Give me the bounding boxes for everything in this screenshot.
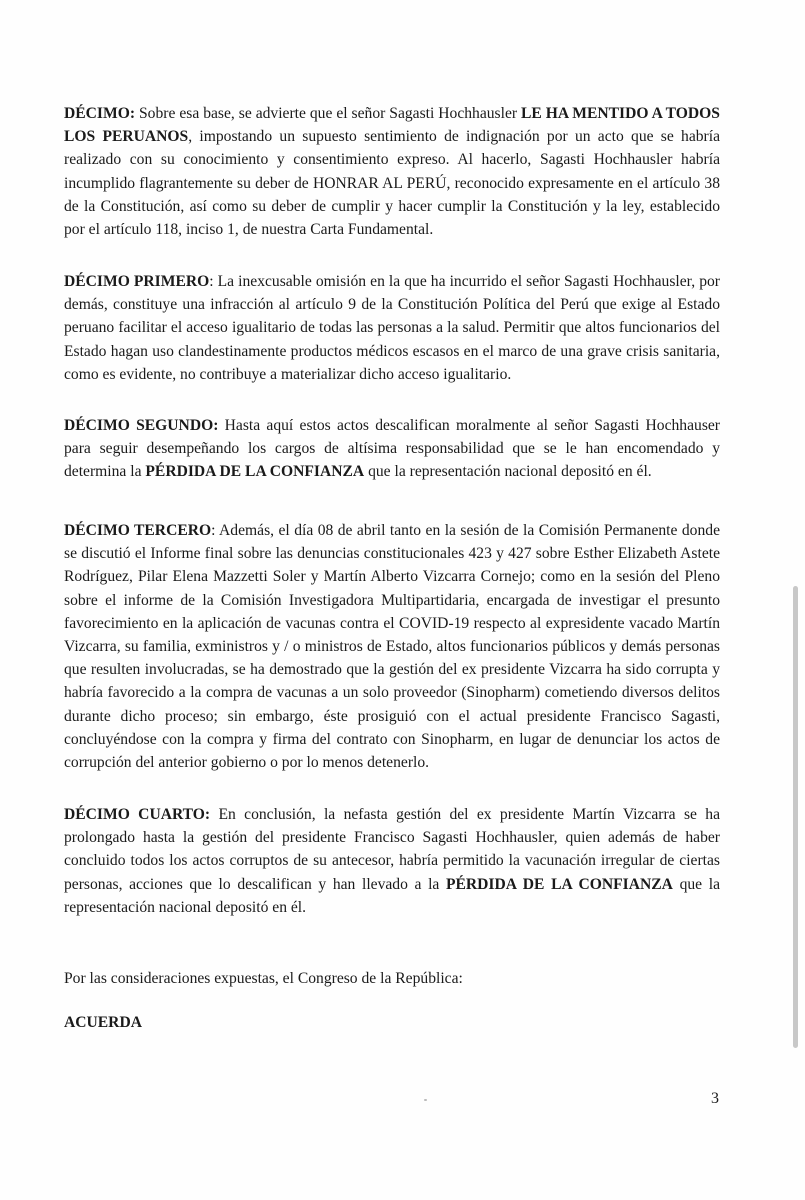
- paragraph-text: Hasta aquí estos actos descalifican moralmente al señor Sagasti Hochhauser para seguir desempeñando los cargos de altísima responsabilidad que se le han encomendado y determina la: [64, 417, 721, 481]
- paragraph-decimo-tercero: [64, 519, 720, 774]
- paragraph-decimo-primero: [64, 270, 720, 386]
- paragraph-decimo-segundo: [64, 414, 720, 484]
- scan-speck: [424, 1099, 427, 1101]
- vertical-scrollbar[interactable]: [793, 586, 798, 1048]
- paragraph-text: que la representación nacional depositó en él.: [364, 463, 652, 481]
- paragraph-label: DÉCIMO SEGUNDO:: [64, 417, 219, 434]
- paragraph-label: DÉCIMO TERCERO: [64, 522, 212, 539]
- paragraph-label: DÉCIMO CUARTO:: [64, 806, 211, 823]
- page-number: 3: [711, 1090, 719, 1107]
- paragraph-text: que la representación nacional depositó en él.: [64, 875, 720, 916]
- paragraph-decimo-cuarto: [64, 803, 720, 919]
- paragraph-decimo: [64, 102, 720, 241]
- acuerda-heading: ACUERDA: [64, 1014, 142, 1031]
- paragraph-emphasis: LE HA MENTIDO A TODOS LOS PERUANOS: [64, 105, 720, 146]
- paragraph-text: : Además, el día 08 de abril tanto en la sesión de la Comisión Permanente donde se discutió el Informe final sobre las denuncias constitucionales 423 y 427 sobre Esther Elizabeth Astete Rodríguez, Pilar Elena Mazzetti Soler y Martín Alberto Vizcarra Cornejo; como en la sesión del Pleno sobre el informe de la Comisión Investigadora Multipartidaria, encargada de investigar el presunto favorecimiento en la aplicación de vacunas contra el COVID-19 respecto al expresidente vacado Martín Vizcarra, su familia, exministros y / o ministros de Estado, altos funcionarios públicos y demás personas que resulten involucradas, se ha demostrado que la gestión del ex presidente Vizcarra ha sido corrupta y habría favorecido a la compra de vacunas a un solo proveedor (Sinopharm) cometiendo diversos delitos durante dicho proceso; sin embargo, éste prosiguió con el actual presidente Francisco Sagasti, concluyéndose con la compra y firma del contrato con Sinopharm, en lugar de denunciar los actos de corrupción del anterior gobierno o por lo menos detenerlo.: [64, 522, 720, 772]
- closing-statement: Por las consideraciones expuestas, el Congreso de la República:: [64, 970, 463, 987]
- paragraph-text: En conclusión, la nefasta gestión del ex presidente Martín Vizcarra se ha prolongado hasta la gestión del presidente Francisco Sagasti Hochhausler, quien además de haber concluido todos los actos corruptos de su antecesor, habría permitido la vacunación irregular de ciertas personas, acciones que lo descalifican y han llevado a la: [64, 806, 720, 893]
- paragraph-emphasis: PÉRDIDA DE LA CONFIANZA: [445, 875, 673, 893]
- paragraph-label: DÉCIMO:: [64, 105, 136, 122]
- paragraph-label: DÉCIMO PRIMERO: [64, 273, 210, 290]
- paragraph-text: , impostando un supuesto sentimiento de indignación por un acto que se habría realizado con su conocimiento y consentimiento expreso. Al hacerlo, Sagasti Hochhausler habría incumplido flagrantemente su deber de HONRAR AL PERÚ, reconocido expresamente en el artículo 38 de la Constitución, así como su deber de cumplir y hacer cumplir la Constitución y la ley, establecido por el artículo 118, inciso 1, de nuestra Carta Fundamental.: [64, 128, 720, 239]
- paragraph-emphasis: PÉRDIDA DE LA CONFIANZA: [145, 463, 365, 481]
- paragraph-text: Sobre esa base, se advierte que el señor Sagasti Hochhausler: [135, 105, 522, 122]
- paragraph-text: : La inexcusable omisión en la que ha incurrido el señor Sagasti Hochhausler, por demás, constituye una infracción al artículo 9 de la Constitución Política del Perú que exige al Estado peruano facilitar el acceso igualitario de todas las personas a la salud. Permitir que altos funcionarios del Estado hagan uso clandestinamente productos médicos escasos en el marco de una grave crisis sanitaria, como es evidente, no contribuye a materializar dicho acceso igualitario.: [64, 273, 720, 383]
